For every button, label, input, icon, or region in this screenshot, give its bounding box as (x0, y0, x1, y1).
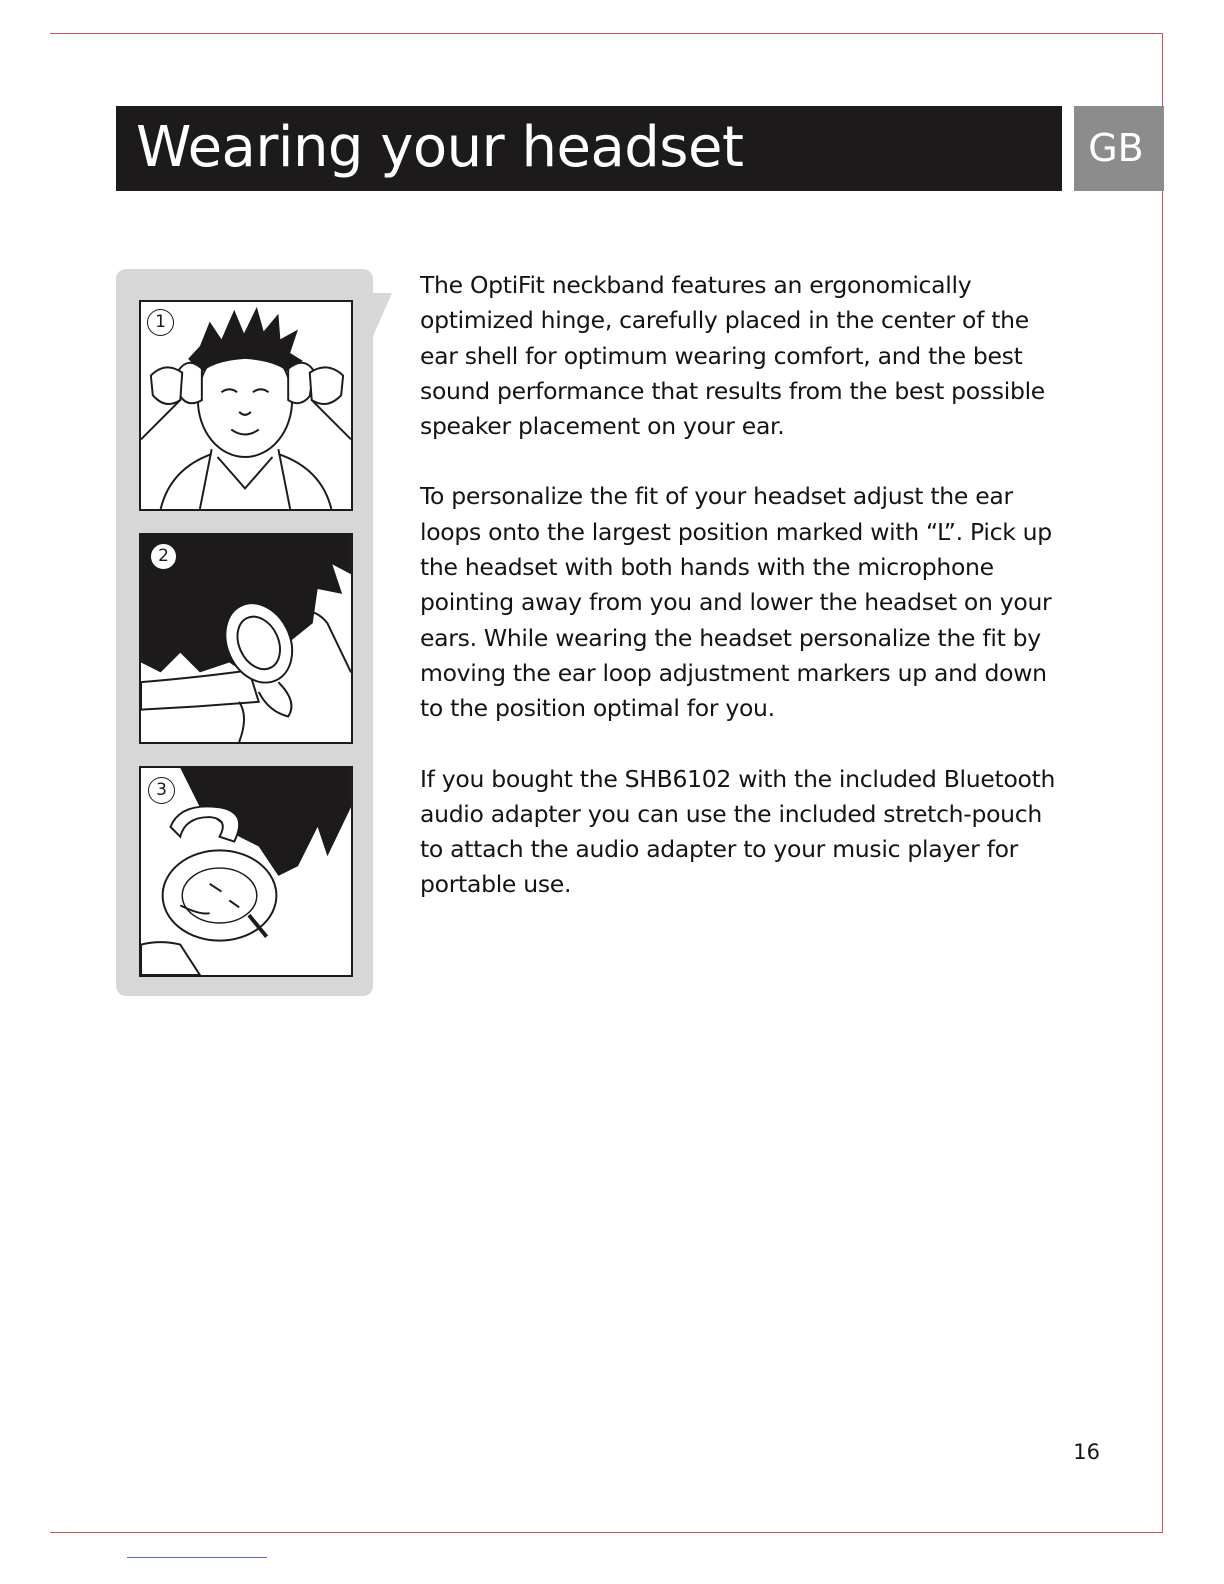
person-wearing-headset-icon (141, 302, 351, 509)
title-bar (116, 106, 1062, 191)
body-text (420, 268, 1070, 938)
step-3-badge: 3 (148, 777, 175, 804)
step-1-illustration (139, 300, 353, 511)
footer-rule (127, 1557, 267, 1558)
page-title: Wearing your headset (136, 115, 744, 180)
page-trim-right (1162, 33, 1163, 1533)
page-number: 16 (1073, 1440, 1100, 1464)
step-1-badge: 1 (147, 309, 174, 336)
page-trim-bottom (50, 1532, 1163, 1533)
paragraph-personalize-fit: To personalize the fit of your headset adjust the ear loops onto the largest position marked with “L”. Pick up the headset with both hands with the microphone pointing away from you and lower the headset on your ears. While wearing the headset personalize the fit by moving the ear loop adjustment markers up and down to the position optimal for you. (420, 482, 1052, 723)
headset-on-ear-icon (141, 768, 351, 975)
paragraph-optifit: The OptiFit neckband features an ergonomically optimized hinge, carefully placed in the center of the ear shell for optimum wearing comfort, and the best sound performance that results from the best possible speaker placement on your ear. (420, 271, 1045, 441)
step-2-badge: 2 (150, 543, 177, 570)
page-trim-top (50, 33, 1163, 34)
paragraph-audio-adapter: If you bought the SHB6102 with the included Bluetooth audio adapter you can use the included stretch-pouch to attach the audio adapter to your music player for portable use. (420, 764, 1056, 899)
panel-pointer (370, 293, 392, 343)
language-tab: GB (1074, 106, 1164, 191)
